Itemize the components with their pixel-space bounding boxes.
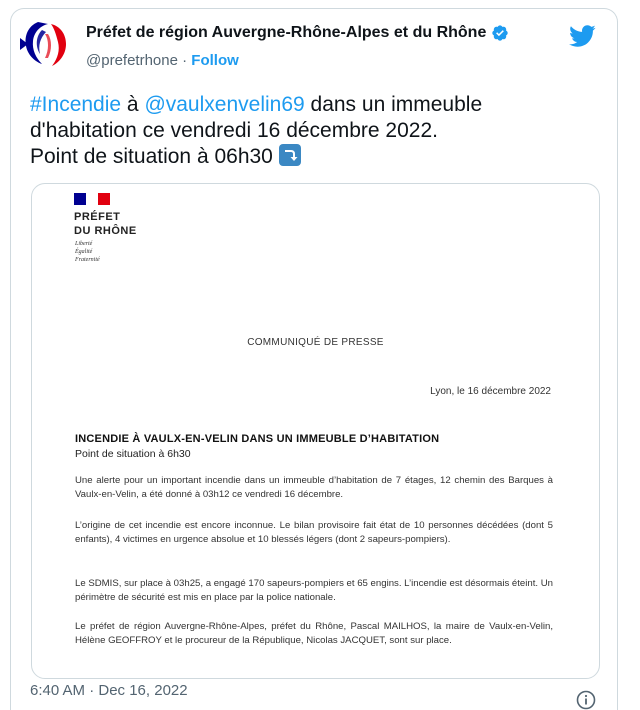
tweet-line-2: d'habitation ce vendredi 16 décembre 2022. xyxy=(30,119,438,142)
republic-motto xyxy=(75,240,100,264)
author-handle[interactable]: @prefetrhone xyxy=(86,52,178,69)
tweet-line-3 xyxy=(30,144,590,170)
tweet-text-rest: dans un immeuble xyxy=(304,93,483,116)
document-paragraph: L’origine de cet incendie est encore inconnue. Le bilan provisoire fait état de 10 personnes décédées (dont 5 enfants), 4 victimes en urgence absolue et 10 blessés légers (dont 2 sapeurs-pompiers). xyxy=(75,520,553,545)
tweet-text xyxy=(30,92,590,170)
tweet-line-3-text: Point de situation à 06h30 xyxy=(30,145,279,168)
tweet-word: à xyxy=(121,93,145,116)
prefecture-line-2: DU RHÔNE xyxy=(74,225,137,237)
prefecture-title xyxy=(74,210,137,238)
right-arrow-curving-down-icon xyxy=(279,144,301,166)
prefecture-line-1: PRÉFET xyxy=(74,211,121,223)
press-release-image[interactable] xyxy=(31,183,600,679)
document-paragraph: Le SDMIS, sur place à 03h25, a engagé 170 sapeurs-pompiers et 65 engins. L’incendie est désormais éteint. Un périmètre de sécurité est mis en place par la police nationale. xyxy=(75,578,553,603)
document-subhead: Point de situation à 6h30 xyxy=(75,448,191,460)
author-handle-line xyxy=(86,52,239,69)
motto-egalite: Égalité xyxy=(75,249,93,255)
tweet-timestamp[interactable]: 6:40 AM · Dec 16, 2022 xyxy=(30,682,188,699)
communique-title: COMMUNIQUÉ DE PRESSE xyxy=(247,337,384,348)
document-paragraph: Une alerte pour un important incendie dans un immeuble d’habitation de 7 étages, 12 chemin des Barques à Vaulx-en-Velin, a été donné à 03h12 ce vendredi 16 décembre. xyxy=(75,475,553,500)
author-name-line[interactable] xyxy=(86,24,509,42)
marianne-logo[interactable] xyxy=(18,14,76,72)
document-date: Lyon, le 16 décembre 2022 xyxy=(430,386,551,397)
tweet-line-1 xyxy=(30,92,590,118)
separator: · xyxy=(177,52,192,69)
french-flag-logo xyxy=(74,193,110,205)
motto-liberte: Liberté xyxy=(75,241,93,247)
motto-fraternite: Fraternité xyxy=(75,257,100,263)
tweet-header xyxy=(10,10,598,72)
follow-button[interactable]: Follow xyxy=(191,52,239,69)
twitter-bird-icon[interactable] xyxy=(568,22,596,50)
info-icon[interactable] xyxy=(576,690,596,710)
hashtag-link[interactable]: #Incendie xyxy=(30,93,122,116)
document-paragraph: Le préfet de région Auvergne-Rhône-Alpes, préfet du Rhône, Pascal MAILHOS, la maire de Vaulx-en-Velin, Hélène GEOFFROY et le procureur de la République, Nicolas JACQUET, sont sur place. xyxy=(75,621,553,646)
document-headline: INCENDIE À VAULX-EN-VELIN DANS UN IMMEUBLE D’HABITATION xyxy=(75,433,440,445)
press-release-document xyxy=(32,184,599,678)
verified-badge-icon xyxy=(491,24,509,42)
mention-link[interactable]: @vaulxenvelin69 xyxy=(144,93,305,116)
author-name[interactable]: Préfet de région Auvergne-Rhône-Alpes et du Rhône xyxy=(86,24,487,41)
